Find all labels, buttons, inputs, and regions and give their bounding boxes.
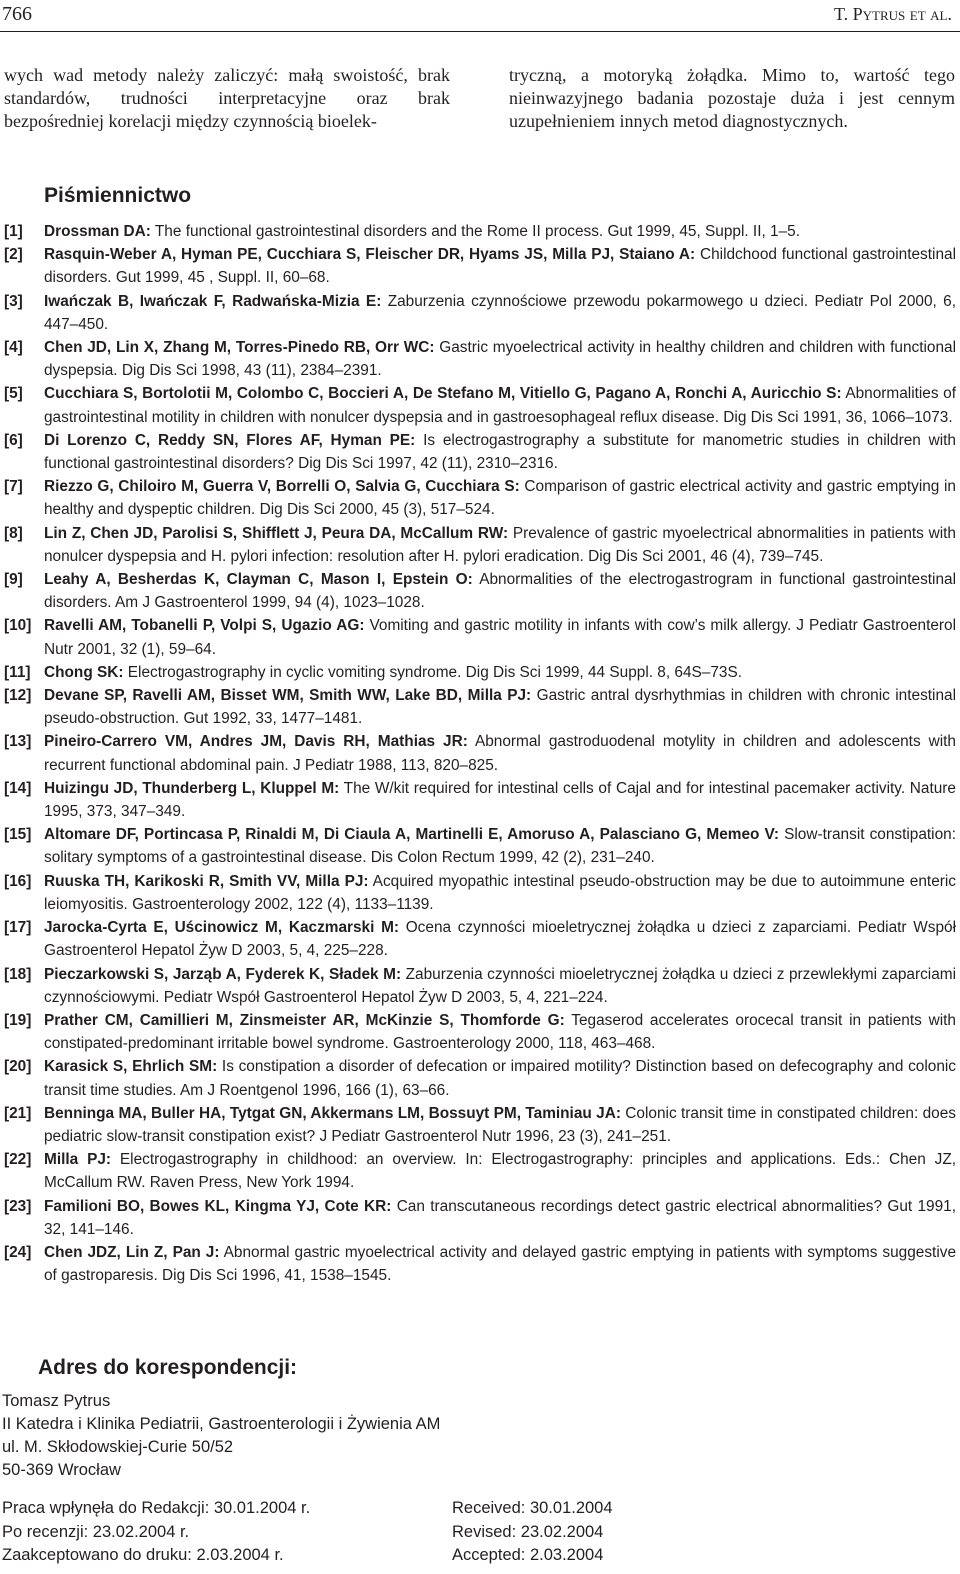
reference-item — [4, 382, 956, 428]
reference-number: [24] — [4, 1243, 32, 1261]
address-street: ul. M. Skłodowskiej-Curie 50/52 — [2, 1438, 234, 1456]
reference-number: [15] — [4, 826, 32, 844]
reference-authors: Riezzo G, Chiloiro M, Guerra V, Borrelli O, Salvia G, Cucchiara S: — [44, 478, 520, 496]
reference-number: [20] — [4, 1058, 32, 1076]
reference-authors: Huizingu JD, Thunderberg L, Kluppel M: — [44, 779, 340, 797]
reference-authors: Ruuska TH, Karikoski R, Smith VV, Milla PJ: — [44, 872, 369, 890]
reference-number: [14] — [4, 779, 32, 797]
reference-citation: Zaburzenia czynnościowe przewodu pokarmowego u dzieci. Pediatr Pol 2000, 6, 447–450. — [44, 292, 957, 333]
reference-item — [4, 1195, 956, 1241]
reference-number: [19] — [4, 1011, 32, 1029]
reference-item — [4, 475, 956, 521]
reference-item — [4, 870, 956, 916]
reference-authors: Lin Z, Chen JD, Parolisi S, Shifflett J, Peura DA, McCallum RW: — [44, 524, 509, 542]
reference-citation: Vomiting and gastric motility in infants with cow’s milk allergy. J Pediatr Gastroenterol Nutr 2001, 32 (1), 59–64. — [44, 617, 957, 658]
reference-item — [4, 1241, 956, 1287]
reference-citation: Is electrogastrography a substitute for manometric studies in children with functional gastrointestinal disorders? Dig Dis Sci 1997, 42 (11), 2310–2316. — [44, 431, 956, 473]
reference-citation: The functional gastrointestinal disorders and the Rome II process. Gut 1999, 45, Suppl. II, 1–5. — [150, 223, 800, 240]
reference-item — [4, 1055, 956, 1101]
reference-citation: Prevalence of gastric myoelectrical abnormalities in patients with nonulcer dyspepsia and H. pylori infection: resolution after H. pylori eradication. Dig Dis Sci 2001, 46 (4), 739–745. — [44, 524, 956, 565]
reference-citation: Abnormalities of gastrointestinal motility in children with nonulcer dyspepsia and in gastroesophageal reflux disease. Dig Dis Sci 1991, 36, 1066–1073. — [44, 385, 956, 426]
reference-number: [18] — [4, 965, 32, 983]
reference-item — [4, 1148, 956, 1194]
reference-authors: Pineiro-Carrero VM, Andres JM, Davis RH, Mathias JR: — [44, 733, 468, 751]
reference-number: [7] — [4, 478, 23, 496]
reference-authors: Jarocka-Cyrta E, Uścinowicz M, Kaczmarski M: — [44, 919, 400, 937]
reference-number: [3] — [4, 292, 23, 310]
reference-citation: Abnormalities of the electrogastrogram in functional gastrointestinal disorders. Am J Gastroenterol 1999, 94 (4), 1023–1028. — [44, 571, 957, 612]
reference-number: [5] — [4, 385, 23, 403]
reference-authors: Cucchiara S, Bortolotii M, Colombo C, Boccieri A, De Stefano M, Vitiello G, Pagano A, Ronchi A, Auricchio S: — [44, 385, 842, 403]
reference-citation: Slow-transit constipation: solitary symptoms of a gastrointestinal disease. Dis Colon Rectum 1999, 42 (2), 231–240. — [44, 826, 956, 867]
reference-citation: Electrogastrography in cyclic vomiting syndrome. Dig Dis Sci 1999, 44 Suppl. 8, 64S–73S. — [123, 663, 743, 681]
reference-authors: Chong SK: — [44, 663, 124, 681]
intro-text-right: tryczną, a motoryką żołądka. Mimo to, wartość tego nieinwazyjnego badania pozostaje duża i jest cennym uzupełnieniem innych metod diagnostycznych. — [509, 65, 955, 131]
reference-citation: Abnormal gastric myoelectrical activity and delayed gastric emptying in patients with symptoms suggestive of gastroparesis. Dig Dis Sci 1996, 41, 1538–1545. — [44, 1243, 957, 1285]
reference-number: [10] — [4, 617, 32, 635]
reference-citation: Gastric antral dysrhythmias in children with chronic intestinal pseudo-obstruction. Gut 1992, 33, 1477–1481. — [44, 687, 956, 728]
reference-item — [4, 684, 956, 730]
reference-authors: Ravelli AM, Tobanelli P, Volpi S, Ugazio AG: — [44, 617, 365, 635]
reference-citation: Abnormal gastroduodenal motylity in children and adolescents with recurrent functional abdominal pain. J Pediatr 1988, 113, 820–825. — [44, 733, 956, 774]
reference-number: [12] — [4, 687, 32, 705]
reference-citation: Gastric myoelectrical activity in healthy children and children with functional dyspepsia. Dig Dis Sci 1998, 43 (11), 2384–2391. — [44, 339, 956, 380]
reference-authors: Drossman DA: — [44, 223, 151, 240]
reference-authors: Chen JDZ, Lin Z, Pan J: — [44, 1243, 220, 1261]
reference-authors: Chen JD, Lin X, Zhang M, Torres-Pinedo RB, Orr WC: — [44, 339, 435, 357]
reference-authors: Rasquin-Weber A, Hyman PE, Cucchiara S, Fleischer DR, Hyams JS, Milla PJ, Staiano A: — [44, 246, 696, 264]
reference-item — [4, 336, 956, 382]
address-name: Tomasz Pytrus — [2, 1392, 111, 1410]
reference-number: [16] — [4, 872, 32, 890]
reference-number: [22] — [4, 1151, 32, 1169]
reference-citation: Can transcutaneous recordings detect gastric electrical abnormalities? Gut 1991, 32, 141–146. — [44, 1197, 956, 1238]
date-revised-en: Revised: 23.02.2004 — [452, 1522, 604, 1541]
address-city: 50-369 Wrocław — [2, 1461, 121, 1479]
reference-authors: Di Lorenzo C, Reddy SN, Flores AF, Hyman PE: — [44, 431, 416, 449]
reference-authors: Devane SP, Ravelli AM, Bisset WM, Smith WW, Lake BD, Milla PJ: — [44, 687, 532, 705]
reference-item — [4, 1102, 956, 1148]
page-number: 766 — [2, 3, 32, 25]
reference-item — [4, 730, 956, 776]
reference-authors: Milla PJ: — [44, 1151, 112, 1169]
reference-citation: Acquired myopathic intestinal pseudo-obstruction may be due to autoimmune enteric leiomyositis. Gastroenterology 2002, 122 (4), 1133–1139. — [44, 872, 956, 913]
reference-number: [21] — [4, 1104, 32, 1122]
reference-citation: Is constipation a disorder of defecation or impaired motility? Distinction based on defecography and colonic transit time studies. Am J Roentgenol 1996, 166 (1), 63–66. — [44, 1058, 956, 1099]
date-revised-pl: Po recenzji: 23.02.2004 r. — [2, 1522, 190, 1541]
date-received-en: Received: 30.01.2004 — [452, 1499, 613, 1517]
correspondence-address — [2, 1390, 440, 1482]
reference-authors: Pieczarkowski S, Jarząb A, Fyderek K, Sładek M: — [44, 965, 402, 983]
reference-authors: Altomare DF, Portincasa P, Rinaldi M, Di Ciaula A, Martinelli E, Amoruso A, Palasciano G, Memeo V: — [44, 826, 780, 844]
reference-number: [2] — [4, 246, 23, 264]
reference-citation: Childchood functional gastrointestinal disorders. Gut 1999, 45 , Suppl. II, 60–68. — [44, 246, 956, 287]
dates-english — [452, 1497, 613, 1568]
reference-item — [4, 614, 956, 660]
reference-citation: Zaburzenia czynności mioeletrycznej żołądka u dzieci z przewlekłymi zaparciami czynnościowymi. Pediatr Współ Gastroenterol Hepatol Żyw D 2003, 5, 4, 221–224. — [44, 965, 956, 1006]
header-rule — [0, 31, 960, 32]
reference-citation: Tegaserod accelerates orocecal transit in patients with constipated-predominant irritable bowel syndrome. Gastroenterology 2000, 118, 463–468. — [44, 1011, 956, 1053]
reference-item — [4, 1009, 956, 1055]
reference-item — [4, 220, 956, 243]
reference-authors: Familioni BO, Bowes KL, Kingma YJ, Cote KR: — [44, 1197, 392, 1215]
reference-authors: Benninga MA, Buller HA, Tytgat GN, Akkermans LM, Bossuyt PM, Taminiau JA: — [44, 1104, 621, 1122]
reference-item — [4, 568, 956, 614]
page-header — [0, 0, 960, 34]
reference-number: [11] — [4, 663, 31, 681]
reference-citation: The W/kit required for intestinal cells of Cajal and for intestinal pacemaker activity. Nature 1995, 373, 347–349. — [44, 779, 956, 821]
date-accepted-en: Accepted: 2.03.2004 — [452, 1546, 604, 1564]
dates-polish — [2, 1497, 310, 1568]
reference-citation: Comparison of gastric electrical activity and gastric emptying in healthy and dyspeptic children. Dig Dis Sci 2000, 45 (3), 517–524. — [44, 478, 956, 519]
reference-number: [9] — [4, 571, 23, 589]
reference-item — [4, 429, 956, 475]
intro-text-left: wych wad metody należy zaliczyć: małą swoistość, brak standardów, trudności interpretacyjne oraz brak bezpośredniej korelacji między czynnością bioelek- — [4, 65, 450, 131]
reference-citation: Colonic transit time in constipated children: does pediatric slow-transit constipation exist? J Pediatr Gastroenterol Nutr 1996, 23 (3), 241–251. — [44, 1104, 956, 1145]
reference-item — [4, 916, 956, 962]
reference-item — [4, 243, 956, 289]
address-institution: II Katedra i Klinika Pediatrii, Gastroenterologii i Żywienia AM — [2, 1415, 441, 1433]
reference-number: [6] — [4, 431, 23, 449]
reference-authors: Karasick S, Ehrlich SM: — [44, 1058, 218, 1076]
reference-item — [4, 522, 956, 568]
reference-item — [4, 290, 956, 336]
correspondence-title: Adres do korespondencji: — [38, 1356, 298, 1379]
reference-number: [1] — [4, 223, 23, 240]
reference-citation: Ocena czynności mioeletrycznej żołądka u dzieci z zaparciami. Pediatr Współ Gastroenterol Hepatol Żyw D 2003, 5, 4, 225–228. — [44, 919, 956, 960]
reference-item — [4, 661, 956, 684]
reference-number: [8] — [4, 524, 23, 542]
reference-item — [4, 823, 956, 869]
reference-number: [4] — [4, 339, 23, 357]
reference-list — [4, 220, 956, 1287]
reference-number: [17] — [4, 919, 32, 937]
reference-item — [4, 777, 956, 823]
reference-number: [13] — [4, 733, 32, 751]
running-title: T. Pytrus et al. — [834, 4, 952, 24]
reference-authors: Leahy A, Besherdas K, Clayman C, Mason I, Epstein O: — [44, 571, 473, 589]
reference-item — [4, 963, 956, 1009]
reference-authors: Prather CM, Camillieri M, Zinsmeister AR, McKinzie S, Thomforde G: — [44, 1011, 565, 1029]
references-title: Piśmiennictwo — [44, 184, 192, 207]
date-accepted-pl: Zaakceptowano do druku: 2.03.2004 r. — [2, 1546, 284, 1564]
date-received-pl: Praca wpłynęła do Redakcji: 30.01.2004 r. — [2, 1499, 311, 1517]
reference-number: [23] — [4, 1197, 32, 1215]
reference-authors: Iwańczak B, Iwańczak F, Radwańska-Mizia E: — [44, 292, 382, 310]
reference-citation: Electrogastrography in childhood: an overview. In: Electrogastrography: principles and applications. Eds.: Chen JZ, McCallum RW. Raven Press, New York 1994. — [44, 1151, 956, 1192]
